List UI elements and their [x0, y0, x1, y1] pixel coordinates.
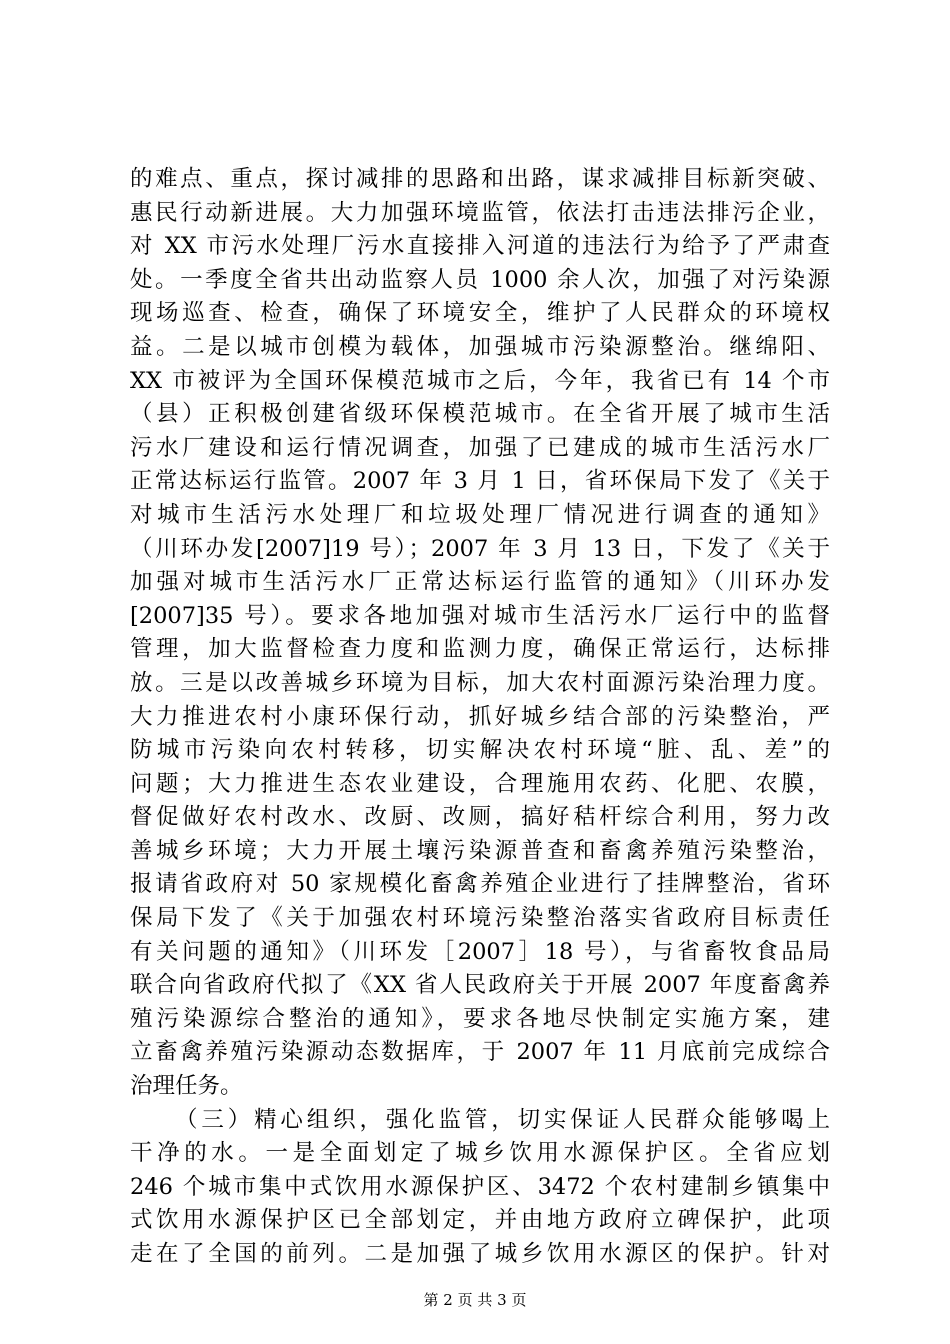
text-line: XX 市被评为全国环保模范城市之后，今年，我省已有 14 个市	[130, 367, 830, 394]
page-footer	[0, 1290, 950, 1310]
text-line: 保局下发了《关于加强农村环境污染整治落实省政府目标责任	[130, 905, 830, 932]
text-line: 干净的水。一是全面划定了城乡饮用水源保护区。全省应划	[130, 1140, 830, 1167]
text-line: 联合向省政府代拟了《XX 省人民政府关于开展 2007 年度畜禽养	[130, 972, 830, 999]
text-line: 益。二是以城市创模为载体，加强城市污染源整治。继绵阳、	[130, 333, 830, 360]
text-line: 正常达标运行监管。2007 年 3 月 1 日，省环保局下发了《关于	[130, 468, 830, 495]
text-line: （三）精心组织，强化监管，切实保证人民群众能够喝上	[175, 1106, 830, 1133]
text-line: 报请省政府对 50 家规模化畜禽养殖企业进行了挂牌整治，省环	[130, 871, 830, 898]
page-number: 第 2 页 共 3 页	[423, 1291, 527, 1309]
text-line: 对 XX 市污水处理厂污水直接排入河道的违法行为给予了严肃查	[130, 233, 830, 260]
text-line: 立畜禽养殖污染源动态数据库，于 2007 年 11 月底前完成综合	[130, 1039, 830, 1066]
text-line: 大力推进农村小康环保行动，抓好城乡结合部的污染整治，严	[130, 703, 830, 730]
text-line: （川环办发[2007]19 号）；2007 年 3 月 13 日，下发了《关于	[130, 535, 830, 562]
text-line: 246 个城市集中式饮用水源保护区、3472 个农村建制乡镇集中	[130, 1173, 830, 1200]
text-line: 督促做好农村改水、改厨、改厕，搞好秸杆综合利用，努力改	[130, 804, 830, 831]
text-line: 处。一季度全省共出动监察人员 1000 余人次，加强了对污染源	[130, 266, 830, 293]
text-line: 对城市生活污水处理厂和垃圾处理厂情况进行调查的通知》	[130, 501, 830, 528]
text-line: 管理，加大监督检查力度和监测力度，确保正常运行，达标排	[130, 636, 830, 663]
body-text	[130, 163, 830, 1272]
text-line: 式饮用水源保护区已全部划定，并由地方政府立碑保护，此项	[130, 1207, 830, 1234]
text-line: 防城市污染向农村转移，切实解决农村环境“脏、乱、差”的	[130, 737, 830, 764]
text-line: 有关问题的通知》（川环发［2007］18 号），与省畜牧食品局	[130, 938, 830, 965]
text-line: 加强对城市生活污水厂正常达标运行监管的通知》（川环办发	[130, 569, 830, 596]
text-line: 惠民行动新进展。大力加强环境监管，依法打击违法排污企业，	[130, 199, 830, 226]
text-line: 现场巡查、检查，确保了环境安全，维护了人民群众的环境权	[130, 300, 830, 327]
text-line: 问题；大力推进生态农业建设，合理施用农药、化肥、农膜，	[130, 770, 830, 797]
text-line: 污水厂建设和运行情况调查，加强了已建成的城市生活污水厂	[130, 434, 830, 461]
text-line: 的难点、重点，探讨减排的思路和出路，谋求减排目标新突破、	[130, 166, 830, 192]
text-line: 走在了全国的前列。二是加强了城乡饮用水源区的保护。针对	[130, 1241, 830, 1267]
text-line: 殖污染源综合整治的通知》，要求各地尽快制定实施方案，建	[130, 1005, 830, 1032]
text-line: （县）正积极创建省级环保模范城市。在全省开展了城市生活	[130, 401, 830, 428]
text-line: [2007]35 号）。要求各地加强对城市生活污水厂运行中的监督	[130, 602, 830, 629]
text-line: 放。三是以改善城乡环境为目标，加大农村面源污染治理力度。	[130, 669, 830, 696]
text-line: 善城乡环境；大力开展土壤污染源普查和畜禽养殖污染整治，	[130, 837, 830, 864]
text-line: 治理任务。	[130, 1073, 243, 1100]
